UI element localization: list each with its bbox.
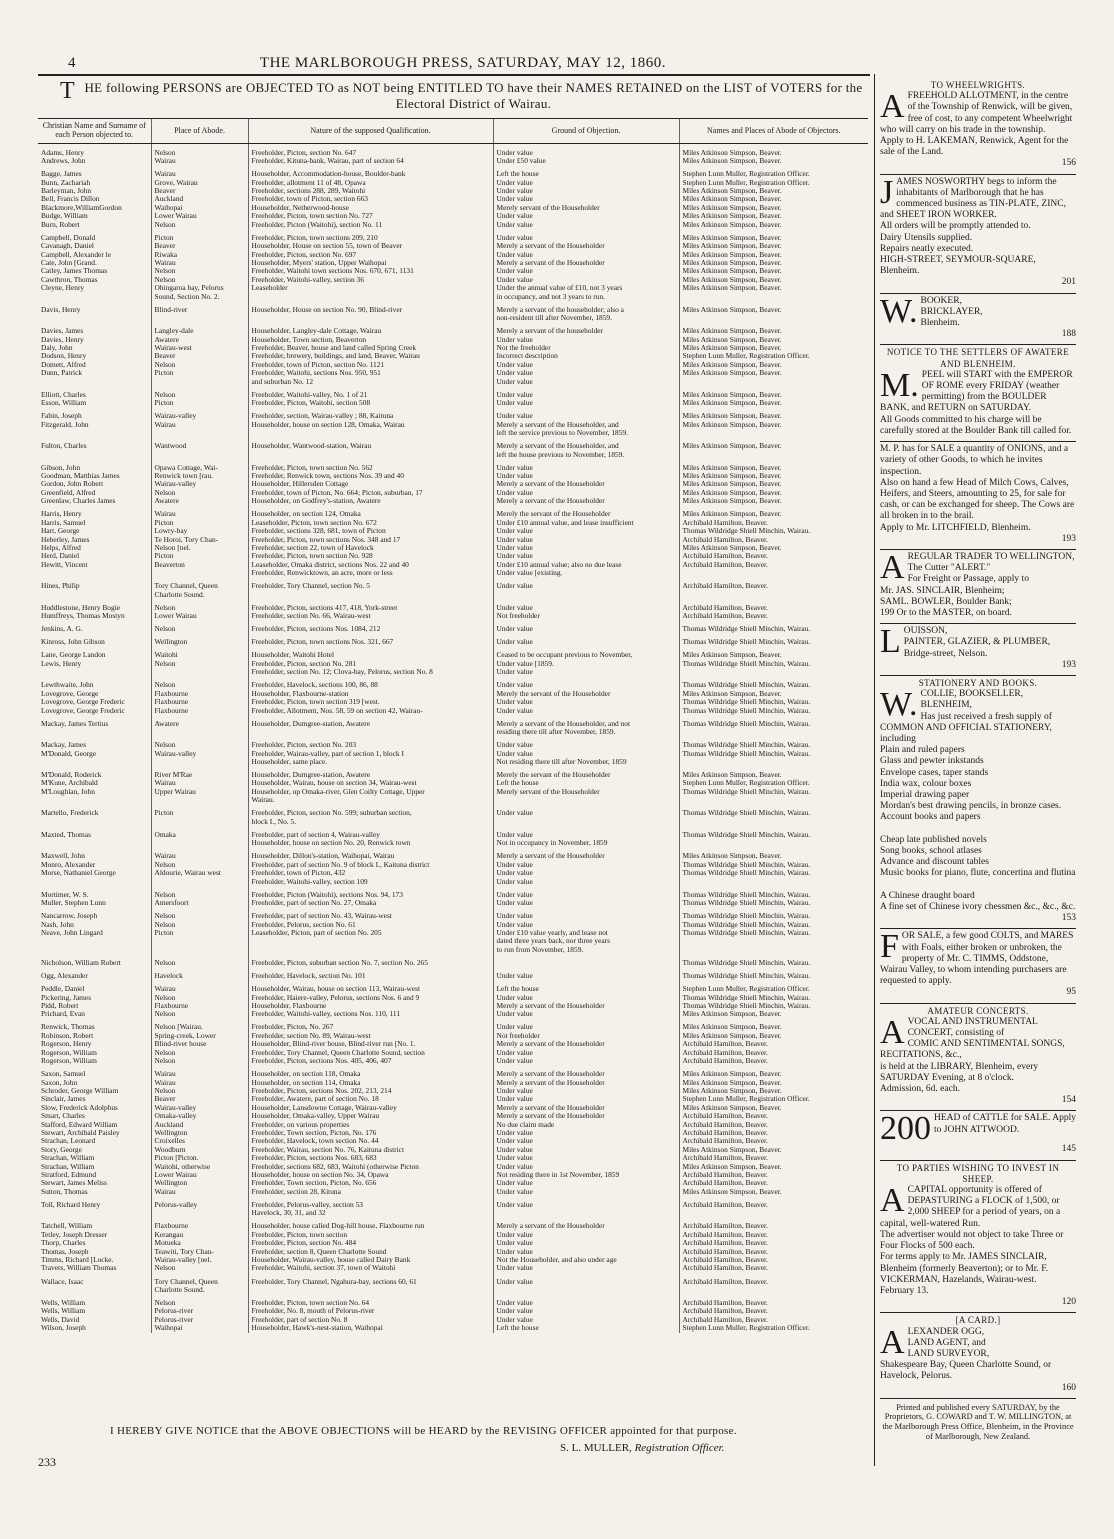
cell-abode: Wellington xyxy=(151,634,248,647)
advertisement xyxy=(880,294,1076,346)
cell-qualification: Householder, on section 124, Omaka Leaseholder, Picton, town section No. 672 Freeholder, sections 328, 681, town of Picton Freeholder, Picton, town sections Nos. 348 and 17 Freeholder, section 22, town of Havelock Freeholder, Picton, town section No. 928 Leaseholder, Omaka district, sections Nos. 22 and 40 Freeholder, Renwicktown, an acre, more or less xyxy=(248,506,493,578)
cell-names: Ogg, Alexander xyxy=(41,971,88,980)
cell-qualification: Freeholder, Picton (Waitohi), sections Nos. 94, 173 Freeholder, part of section No. 27, Omaka xyxy=(248,886,493,908)
table-row xyxy=(38,599,868,621)
cell-ground: Merely a servant of the householder Under value Not the freeholder Incorrect description Under value Under value Under value xyxy=(493,322,679,386)
ad-number: 153 xyxy=(1061,913,1076,924)
table-row xyxy=(38,437,868,459)
ad-initial: F xyxy=(880,928,899,966)
cell-objectors: Archibald Hamilton, Beaver. Archibald Hamilton, Beaver. Archibald Hamilton, Beaver. Stephen Lunn Muller, Registration Officer. xyxy=(679,1294,868,1332)
table-row xyxy=(38,506,868,578)
cell-abode: Picton Beaver Riwaka Wairau Nelson Nelson Ohingaroa bay, Pelorus Sound, Section No. 2. xyxy=(151,229,248,301)
cell-abode: Wairau Nelson Flaxbourne Nelson xyxy=(151,980,248,1018)
cell-qualification: Freeholder, section, Wairau-valley ; 88, Kaituna Householder, house on section 128, Omaka, Wairau xyxy=(248,408,493,438)
ad-initial: 200 xyxy=(880,1110,931,1148)
cell-ground: Merely a servant of the Householder, and left the house previous to November, 1859. xyxy=(493,437,679,459)
cell-objectors: Stephen Lunn Muller, Registration Officer. Stephen Lunn Muller, Registration Officer. Miles Atkinson Simpson, Beaver. Miles Atkinson Simpson, Beaver. Miles Atkinson Simpson, Beaver. Miles Atkinson Simpson, Beaver. Miles Atkinson Simpson, Beaver. xyxy=(679,166,868,230)
cell-names: Hines, Philip xyxy=(41,581,80,591)
cell-ground: Merely a servant of the Householder Under value Under value Under value xyxy=(493,848,679,886)
ad-initial: A xyxy=(880,88,905,126)
ad-body: BOOKER, BRICKLAYER, Blenheim. xyxy=(920,295,983,329)
cell-ground: Left the house Under value Under value Under value Merely servant of the Householder Under value Under value xyxy=(493,166,679,230)
ad-body: COLLIE, BOOKSELLER, BLENHEIM, Has just received a fresh supply of COMMON AND OFFICIAL STATIONERY, including Plain and ruled papers Glass and pewter inkstands Envelope cases, taper stands India wax, colour boxes Imperial drawing paper Mordan's best drawing pencils, in bronze cases. Account books and papers Cheap late published novels Song books, school atlases Advance and discount tables Music books for piano, flute, concertina and flutina A Chinese draught board A fine set of Chinese ivory chessmen &c., &c., &c. xyxy=(880,689,1076,913)
signature-name: S. L. MULLER, xyxy=(560,1442,632,1454)
cell-ground: Under value Under value Under value Left the house xyxy=(493,1294,679,1332)
table-row xyxy=(38,1273,868,1295)
cell-abode: Wairau Picton Lowry-bay Te Horoi, Tory Chan- Nelson [nel. Picton Beaverton xyxy=(151,506,248,578)
ad-initial: A xyxy=(880,548,905,586)
table-row xyxy=(38,1019,868,1066)
cell-objectors: Miles Atkinson Simpson, Beaver. Miles Atkinson Simpson, Beaver. Miles Atkinson Simpson, Beaver. Miles Atkinson Simpson, Beaver. Miles Atkinson Simpson, Beaver. xyxy=(679,459,868,506)
cell-objectors: Miles Atkinson Simpson, Beaver. Stephen Lunn Muller, Registration Officer. Thomas Wildridge Shiell Minchin, Wairau. xyxy=(679,766,868,804)
cell-names: Maxted, Thomas xyxy=(41,829,91,839)
cell-qualification: Freeholder, Picton, section No. 647 Freeholder, Kituna-bank, Wairau, part of section 64 xyxy=(248,144,493,166)
cell-names: Jenkins, A. G. xyxy=(41,624,83,634)
cell-names: Renwick, Thomas Robinson, Robert Rogerson, Henry Rogerson, William Rogerson, William xyxy=(41,1022,97,1066)
cell-names: Saxon, Samuel Saxon, John Schroder, George William Sinclair, James Slow, Frederick Adolphus Smart, Charles Stafford, Edward William Stewart, Archibald Paisley Strachan, Leonard Story, George Strachan, William Strachan, William Stratford, Edmund Stewart, James Meliss Sutton, Thomas xyxy=(41,1069,120,1196)
table-row xyxy=(38,805,868,827)
cell-ground: Merely the servant of the Householder Left the house Merely servant of the Householder xyxy=(493,766,679,804)
cell-names: Nicholson, William Robert xyxy=(41,957,121,967)
cell-abode: Pelorus-valley xyxy=(151,1196,248,1218)
cell-qualification: Freeholder, Picton, section No. 599; suburban section, block I., No. 5. xyxy=(248,805,493,827)
cell-objectors: Miles Atkinson Simpson, Beaver. Miles Atkinson Simpson, Beaver. Miles Atkinson Simpson, Beaver. Stephen Lunn Muller, Registration Officer. Miles Atkinson Simpson, Beaver. Miles Atkinson Simpson, Beaver. xyxy=(679,322,868,386)
ad-body: CAPITAL opportunity is offered of DEPASTURING a FLOCK of 1,500, or 2,000 SHEEP for a period of years, on a capital, well-watered Run. The advertiser would not object to take Three or Four Flocks of 500 each. For terms apply to Mr. JAMES SINCLAIR, Blenheim (formerly Beaverton); or to Mr. F. VICKERMAN, Hazelands, Wairau-west. February 13. xyxy=(880,1185,1064,1296)
table-row xyxy=(38,967,868,980)
ad-body: M. P. has for SALE a quantity of ONIONS, and a variety of other Goods, to which he invites inspection. Also on hand a few Head of Milch Cows, Calves, Heifers, and Steers, amounting to 25, for sale for cash, or can be exchanged for sheep. The Cows are all broken in to the brail. Apply to Mr. LITCHFIELD, Blenheim. xyxy=(880,444,1075,533)
cell-ground: Merely a servant of the Householder Under value Under value Under value Not the Householder, and also under age Under value xyxy=(493,1218,679,1273)
cell-qualification: Freeholder, Picton, No. 267 Freeholder, section No. 89, Wairau-west Householder, Blind-river house, Blind-river run [No. 1. Freeholder, Tory Channel, Queen Charlotte Sound, section Freeholder, Picton, sections Nos. 405, 406, 407 xyxy=(248,1019,493,1066)
cell-names: Martello, Frederick xyxy=(41,808,99,818)
masthead xyxy=(58,55,868,73)
cell-objectors: Thomas Wildridge Shiell Minchin, Wairau. Miles Atkinson Simpson, Beaver. Thomas Wildridge Shiell Minchin, Wairau. Thomas Wildridge Shiell Minchin, Wairau. xyxy=(679,677,868,715)
table-row xyxy=(38,1065,868,1196)
ad-number: 160 xyxy=(1061,1382,1076,1393)
cell-objectors: Miles Atkinson Simpson, Beaver. Miles Atkinson Simpson, Beaver. xyxy=(679,386,868,408)
ad-initial: A xyxy=(880,1323,905,1361)
advertisement xyxy=(880,1161,1076,1314)
ad-body: OR SALE, a few good COLTS, and MARES with Foals, either broken or unbroken, the property of Mr. C. TIMMS, Oddstone, Wairau Valley, to whom intending purchasers are requested to apply. xyxy=(880,931,1074,987)
cell-names: Maxwell, John Monro, Alexander Morse, Nathaniel George xyxy=(41,851,116,878)
ad-body: REGULAR TRADER TO WELLINGTON, The Cutter "ALERT." For Freight or Passage, apply to Mr. JAS. SINCLAIR, Blenheim; SAML. BOWLER, Boulder Bank; 199 Or to the MASTER, on board. xyxy=(880,551,1075,618)
cell-abode: River M'Rae Wairau Upper Wairau xyxy=(151,766,248,804)
table-row xyxy=(38,578,868,600)
cell-objectors: Thomas Wildridge Shiell Minchin, Wairau. xyxy=(679,805,868,827)
cell-abode: Wairau Wairau Nelson Beaver Wairau-valley Omaka-valley Auckland Wellington Croixelles Woodburn Picton [Picton. Waitohi, otherwise Lower Wairau Wellington Wairau xyxy=(151,1065,248,1196)
cell-objectors: Miles Atkinson Simpson, Beaver. Archibald Hamilton, Beaver. Thomas Wildridge Shiell Minchin, Wairau. Archibald Hamilton, Beaver. Miles Atkinson Simpson, Beaver. Archibald Hamilton, Beaver. Archibald Hamilton, Beaver. xyxy=(679,506,868,578)
cell-qualification: Freeholder, Picton, suburban section No. 7, section No. 265 xyxy=(248,954,493,967)
cell-objectors: Miles Atkinson Simpson, Beaver. Miles Atkinson Simpson, Beaver. xyxy=(679,408,868,438)
cell-names: Lane, George Landon Lewis, Henry xyxy=(41,650,106,668)
cell-objectors: Stephen Lunn Muller, Registration Officer. Thomas Wildridge Shiell Minchin, Wairau. Thomas Wildridge Shiell Minchin, Wairau. Miles Atkinson Simpson, Beaver. xyxy=(679,980,868,1018)
cell-ground: Under value xyxy=(493,1196,679,1218)
cell-qualification: Freeholder, Picton, town section No. 64 Freeholder, No. 8, mouth of Pelorus-river Freeholder, part of section No. 8 Householder, Hawk's-nest-station, Waihopai xyxy=(248,1294,493,1332)
cell-objectors: Thomas Wildridge Shiell Minchin, Wairau. Thomas Wildridge Shiell Minchin, Wairau. xyxy=(679,736,868,766)
cell-abode: Wairau Nelson Aldourie, Wairau west xyxy=(151,848,248,886)
cell-qualification: Householder, Dumgree-station, Awatere Householder, Wairau, house on section 34, Wairau-west Householder, up Omaka-river, Glen Coilty Cottage, Upper Wairau. xyxy=(248,766,493,804)
cell-names: Elliott, Charles Esson, William xyxy=(41,389,87,408)
cell-objectors: Thomas Wildridge Shiell Minchin, Wairau. xyxy=(679,634,868,647)
cell-qualification: Householder, Wairau, house on section 113, Wairau-west Freeholder, Haiere-valley, Pelorus, sections Nos. 6 and 9 Householder, Flaxbourne Freeholder, Waitohi-valley, sections Nos. 110, 111 xyxy=(248,980,493,1018)
cell-ground: Merely the servant of the Householder Under £10 annual value, and lease insufficient Under value Under value Under value Under value Under £10 annual value; also no due lease Under value [existing. xyxy=(493,506,679,578)
cell-names: Mackay, James Tertius xyxy=(41,718,109,728)
column-header-abode: Place of Abode. xyxy=(151,119,248,144)
advertisement xyxy=(880,345,1076,442)
cell-names: Peddle, Daniel Pickering, James Pidd, Robert Prichard, Evan xyxy=(41,984,92,1019)
ad-initial: A xyxy=(880,1013,905,1051)
signature xyxy=(560,1442,724,1454)
cell-abode: Picton xyxy=(151,805,248,827)
cell-abode: Blind-river xyxy=(151,301,248,323)
cell-abode: Nelson Flaxbourne Flaxbourne Flaxbourne xyxy=(151,677,248,715)
advertisement xyxy=(880,550,1076,624)
table-row xyxy=(38,229,868,301)
cell-qualification: Freeholder, Picton, town sections Nos. 321, 667 xyxy=(248,634,493,647)
cell-qualification: Freeholder, Havelock, sections 100, 86, 88 Householder, Flaxbourne-station Freeholder, Picton, town section 319 [west. Freeholder, Allotment, Nos. 58, 59 on section 42, Wairau- xyxy=(248,677,493,715)
table-row xyxy=(38,301,868,323)
table-row xyxy=(38,886,868,908)
cell-names: Fabin, Joseph Fitzgerald, John xyxy=(41,411,89,429)
cell-objectors: Archibald Hamilton, Beaver. xyxy=(679,1273,868,1295)
cell-qualification: Householder, House on section No. 90, Blind-river xyxy=(248,301,493,323)
cell-names: Gibson, John Goodman, Matthias James Gordon, John Robert Greenfield, Alfred Greenlaw, Charles James xyxy=(41,462,120,506)
voters-objection-table xyxy=(38,118,868,1333)
ad-heading: [A CARD.] xyxy=(955,1315,1001,1326)
cell-qualification: Freeholder, Picton, sections Nos. 1084, 212 xyxy=(248,621,493,634)
cell-ground: Under value Under value xyxy=(493,386,679,408)
cell-qualification: Freeholder, part of section 4, Wairau-valley Householder, house on section No. 20, Renwick town xyxy=(248,826,493,848)
cell-qualification: Householder, Waitohi Hotel Freeholder, Picton, section No. 281 Freeholder, section No. 12; Clova-bay, Pelorus, section No. 8 xyxy=(248,647,493,677)
cell-ground: Under value xyxy=(493,621,679,634)
table-row xyxy=(38,715,868,737)
cell-abode: Tory Channel, Queen Charlotte Sound. xyxy=(151,578,248,600)
cell-ground: Under value Merely a servant of the Householder Under value Merely a servant of the Householder Under value Under value Under the annual value of £10, not 3 years in occupancy, and not 3 years to run. xyxy=(493,229,679,301)
cell-qualification: Freeholder, Waitohi-valley, No. 1 of 21 Freeholder, Picton, Waitohi, section 508 xyxy=(248,386,493,408)
masthead-title: THE MARLBOROUGH PRESS, SATURDAY, MAY 12, 1860. xyxy=(259,55,667,71)
hearing-notice: I HEREBY GIVE NOTICE that the ABOVE OBJECTIONS will be HEARD by the REVISING OFFICER appointed for that purpose. xyxy=(110,1425,737,1437)
cell-ground: Merely a servant of the Householder Merely a servant of the Householder Under value Under value Merely a servant of the Householder Merely a servant of the Householder No due claim made Under value Under value Under value Under value Under value Not residing there in 1st November, 1859 Under value Under value xyxy=(493,1065,679,1196)
cell-names: Davies, James Davies, Henry Daly, John Dodson, Henry Domett, Alfred Dunn, Patrick xyxy=(41,326,87,378)
cell-qualification: Freeholder, Picton, town section No. 562 Freeholder, Renwick town, sections Nos. 39 and 40 Householder, Hillersden Cottage Freeholder, town of Picton, No. 664; Picton, suburban, 17 Householder, on Godfrey's-station, Awatere xyxy=(248,459,493,506)
advertisement xyxy=(880,929,1076,1003)
cell-abode: Nelson Lower Wairau xyxy=(151,599,248,621)
cell-abode: Nelson Picton xyxy=(151,386,248,408)
cell-names: Nancarrow, Joseph Nash, John Neave, John Lingard xyxy=(41,911,103,937)
cell-names: Davis, Henry xyxy=(41,304,81,314)
headline-drop-cap: T xyxy=(60,78,75,104)
cell-objectors: Archibald Hamilton, Beaver. xyxy=(679,578,868,600)
folio-number: 233 xyxy=(38,1455,56,1469)
cell-objectors: Thomas Wildridge Shiell Minchin, Wairau. xyxy=(679,954,868,967)
cell-qualification: Householder, Dillon's-station, Waihopai, Wairau Freeholder, part of section No. 9 of block I., Kaituna district Freeholder, town of Picton, 432 Freeholder, Waitohi-valley, section 109 xyxy=(248,848,493,886)
cell-abode: Nelson Nelson Picton xyxy=(151,908,248,955)
advertisement xyxy=(880,624,1076,676)
table-row xyxy=(38,980,868,1018)
cell-names: Tatchell, William Tetley, Joseph Dresser Thorp, Charles Thomas, Joseph Timms, Richard [Locke. Travers, William Thomas xyxy=(41,1221,117,1273)
column-header-objectors: Names and Places of Abode of Objectors. xyxy=(679,119,868,144)
cell-qualification: Householder, on section 118, Omaka Householder, on section 114, Omaka Freeholder, Picton, sections Nos. 202, 213, 214 Freeholder, Awatere, part of section No. 18 Householder, Lansdowne Cottage, Wairau-valley Householder, Omaka-valley, Upper Wairau Freeholder, on various properties Freeholder, Town section, Picton, No. 176 Freeholder, Havelock, town section No. 44 Freeholder, Wairau, section No. 76, Kaituna district Freeholder, Picton, sections Nos. 683, 683 Freeholder, sections 682, 683, Waitohi (otherwise Picton Householder, house on section No. 34, Opawa Freeholder, Town section, Picton, No. 656 Freeholder, section 28, Kituna xyxy=(248,1065,493,1196)
cell-ground: Under value Merely the servant of the Householder Under value Under value xyxy=(493,677,679,715)
cell-qualification: Freeholder, Picton, town sections 209, 210 Householder, House on section 55, town of Beaver Freeholder, Picton, section No. 697 Householder, Myers' station, Upper Waihopai Freeholder, Waitohi town sections Nos. 670, 671, 1131 Freeholder, Waitohi-valley, section 36 Leaseholder xyxy=(248,229,493,301)
cell-abode: Opawa Cottage, Wai- Renwick town [rau. Wairau-valley Nelson Awatere xyxy=(151,459,248,506)
advertisement-column xyxy=(880,78,1076,1441)
cell-abode: Flaxbourne Kerangau Motueka Teawiti, Tory Chan- Wairau-valley [nel. Nelson xyxy=(151,1218,248,1273)
cell-abode: Wantwood xyxy=(151,437,248,459)
cell-ground: Under value xyxy=(493,967,679,980)
cell-names: Campbell, Donald Cavanagh, Daniel Campbell, Alexander le Cate, John [Grand. Catley, James Thomas Cawthron, Thomas Cleyne, Henry xyxy=(41,232,111,293)
cell-names: M'Donald, Roderick M'Kune, Archibald M'Loughlan, John xyxy=(41,770,102,796)
cell-qualification: Householder, Accommodation-house, Boulder-bank Freeholder, allotment 11 of 48, Opawa Freeholder, sections 288, 289, Waitohi Freeholder, town of Picton, section 663 Householder, Netherwood-house Freeholder, Picton, town section No. 727 Freeholder, Picton (Waitohi), section No. 11 xyxy=(248,166,493,230)
ad-number: 193 xyxy=(1061,659,1076,670)
advertisement xyxy=(880,1111,1076,1160)
cell-qualification: Freeholder, Pelorus-valley, section 53 Havelock, 30, 31, and 32 xyxy=(248,1196,493,1218)
cell-objectors: Miles Atkinson Simpson, Beaver. Thomas Wildridge Shiell Minchin, Wairau. Thomas Wildridge Shiell Minchin, Wairau. xyxy=(679,848,868,886)
cell-objectors: Thomas Wildridge Shiell Minchin, Wairau. xyxy=(679,967,868,980)
ad-body: FREEHOLD ALLOTMENT, in the centre of the Township of Renwick, will be given, free of cost, to any competent Wheelwright who will carry on his trade in the township. Apply to H. LAKEMAN, Renwick, Agent for the sale of the Land. xyxy=(880,91,1073,158)
cell-objectors: Thomas Wildridge Shiell Minchin, Wairau. xyxy=(679,826,868,848)
cell-objectors: Thomas Wildridge Shiell Minchin, Wairau. Thomas Wildridge Shiell Minchin, Wairau. Thomas Wildridge Shiell Minchin, Wairau. xyxy=(679,908,868,955)
ad-number: 154 xyxy=(1061,1095,1076,1106)
column-header-names: Christian Name and Surname of each Person objected to. xyxy=(38,119,151,144)
cell-ground: Under value xyxy=(493,805,679,827)
cell-names: Bagge, James Bunn, Zachariah Barleyman, John Bell, Francis Dillon Blackmore,WilliamGordon Budge, William Burn, Robert xyxy=(41,169,122,229)
table-row xyxy=(38,322,868,386)
cell-qualification: Freeholder, Picton, section No. 203 Freeholder, Wairau-valley, part of section 1, block I Householder, same place. xyxy=(248,736,493,766)
cell-abode: Awatere xyxy=(151,715,248,737)
advertisement xyxy=(880,1004,1076,1112)
table-row xyxy=(38,1218,868,1273)
cell-names: Lewthwaite, John Lovegrove, George Lovegrove, George Frederic Lovegrove, George Frederic xyxy=(41,680,125,715)
cell-ground: Merely a servant of the householder; also a non-resident till after November, 1859. xyxy=(493,301,679,323)
cell-qualification: Freeholder, Picton, sections 417, 418, York-street Freeholder, section No. 66, Wairau-west xyxy=(248,599,493,621)
table-row xyxy=(38,1196,868,1218)
cell-ground: Under value Under value xyxy=(493,886,679,908)
cell-objectors: Miles Atkinson Simpson, Beaver. Miles Atkinson Simpson, Beaver. Archibald Hamilton, Beaver. Archibald Hamilton, Beaver. Archibald Hamilton, Beaver. xyxy=(679,1019,868,1066)
cell-names: Fulton, Charles xyxy=(41,441,87,451)
cell-ground: Under value Not freeholder xyxy=(493,599,679,621)
cell-abode: Wairau Grove, Wairau Beaver Auckland Waihopai Lower Wairau Nelson xyxy=(151,166,248,230)
cell-ground: Under value Under value Not residing there till after November, 1859 xyxy=(493,736,679,766)
cell-abode: Tory Channel, Queen Charlotte Sound. xyxy=(151,1273,248,1295)
cell-abode: Wairau-valley Wairau xyxy=(151,408,248,438)
cell-abode: Nelson Wairau xyxy=(151,144,248,166)
cell-abode: Nelson xyxy=(151,621,248,634)
ad-number: 156 xyxy=(1061,158,1076,169)
cell-objectors: Archibald Hamilton, Beaver. Archibald Hamilton, Beaver. xyxy=(679,599,868,621)
ad-body: AMES NOSWORTHY begs to inform the inhabitants of Marlborough that he has commenced business as TIN-PLATE, ZINC, and SHEET IRON WORKER. All orders will be promptly attended to. Dairy Utensils supplied. Repairs neatly executed. HIGH-STREET, SEYMOUR-SQUARE, Blenheim. xyxy=(880,176,1066,277)
table-row xyxy=(38,647,868,677)
table-row xyxy=(38,386,868,408)
cell-abode: Nelson Amersfoort xyxy=(151,886,248,908)
cell-objectors: Archibald Hamilton, Beaver. xyxy=(679,1196,868,1218)
table-row xyxy=(38,408,868,438)
cell-ground: Left the house Under value Merely a servant of the Householder Under value xyxy=(493,980,679,1018)
table-body xyxy=(38,144,868,1333)
cell-qualification: Householder, Dumgree-station, Awatere xyxy=(248,715,493,737)
cell-objectors: Miles Atkinson Simpson, Beaver. Thomas Wildridge Shiell Minchin, Wairau. xyxy=(679,647,868,677)
cell-ground: Under value Not freeholder Merely a servant of the Householder Under value Under value xyxy=(493,1019,679,1066)
cell-ground: Under value xyxy=(493,634,679,647)
table-row xyxy=(38,766,868,804)
table-row xyxy=(38,826,868,848)
table-row xyxy=(38,459,868,506)
table-row xyxy=(38,621,868,634)
advertisement xyxy=(880,1313,1076,1398)
cell-ground xyxy=(493,954,679,967)
cell-ground: Under value Under £50 value xyxy=(493,144,679,166)
cell-ground: Under value Under value Merely a servant of the Householder Under value Merely a servant of the Householder xyxy=(493,459,679,506)
table-header-row xyxy=(38,119,868,144)
ad-initial: A xyxy=(880,1182,905,1220)
ad-body: OUISSON, PAINTER, GLAZIER, & PLUMBER, Bridge-street, Nelson. xyxy=(903,626,1051,659)
cell-ground: Ceased to be occupant previous to November, Under value [1859. Under value xyxy=(493,647,679,677)
cell-abode: Nelson [Wairau. Spring-creek, Lower Blind-river house Nelson Nelson xyxy=(151,1019,248,1066)
cell-ground: Under value Merely a servant of the Householder, and left the service previous to November, 1859. xyxy=(493,408,679,438)
cell-abode: Waitohi Nelson xyxy=(151,647,248,677)
cell-names: Wells, William Wells, William Wells, David Wilson, Joseph xyxy=(41,1298,86,1333)
table-row xyxy=(38,634,868,647)
cell-abode: Nelson xyxy=(151,954,248,967)
column-header-qualification: Nature of the supposed Qualification. xyxy=(248,119,493,144)
cell-abode: Nelson Wairau-valley xyxy=(151,736,248,766)
table-row xyxy=(38,954,868,967)
column-header-ground: Ground of Objection. xyxy=(493,119,679,144)
ad-heading: TO PARTIES WISHING TO INVEST IN SHEEP. xyxy=(896,1162,1060,1184)
table-row xyxy=(38,144,868,166)
masthead-rule xyxy=(38,74,870,76)
ad-number: 120 xyxy=(1061,1297,1076,1308)
cell-names: Wallace, Isaac xyxy=(41,1276,84,1286)
cell-qualification: Householder, house called Dog-hill house, Flaxbourne run Freeholder, Picton, town section Freeholder, Picton, section No. 484 Freeholder, section 8, Queen Charlotte Sound Householder, Wairau-valley, house called Dairy Bank Freeholder, Waitohi, section 37, town of Waitohi xyxy=(248,1218,493,1273)
cell-qualification: Freeholder, Tory Channel, Ngahura-bay, sections 60, 61 xyxy=(248,1273,493,1295)
table-row xyxy=(38,908,868,955)
ad-initial: L xyxy=(880,623,901,661)
table-row xyxy=(38,736,868,766)
cell-names: Mackay, James M'Donald, George xyxy=(41,740,96,758)
ad-body: HEAD of CATTLE for SALE. Apply to JOHN ATTWOOD. xyxy=(934,1113,1076,1135)
cell-names: Kinross, John Gibson xyxy=(41,637,105,647)
cell-names: Toll, Richard Henry xyxy=(41,1199,101,1209)
table-row xyxy=(38,677,868,715)
advertisement xyxy=(880,78,1076,175)
ad-initial: M. xyxy=(880,366,919,404)
ad-body: LEXANDER OGG, LAND AGENT, and LAND SURVEYOR, Shakespeare Bay, Queen Charlotte Sound, or Havelock, Pelorus. xyxy=(880,1326,1052,1382)
cell-objectors: Miles Atkinson Simpson, Beaver. xyxy=(679,437,868,459)
cell-ground: Under value Not in occupancy in November, 1859 xyxy=(493,826,679,848)
ad-heading: NOTICE TO THE SETTLERS OF AWATERE AND BLENHEIM. xyxy=(886,347,1070,369)
ad-body: PEEL will START with the EMPEROR OF ROME every FRIDAY (weather permitting) from the BOULDER BANK, and RETURN on SATURDAY. All Goods committed to his charge will be carefully stored at the Boulder Bank till called for. xyxy=(880,369,1073,436)
headline-text: HE following PERSONS are OBJECTED TO as NOT being ENTITLED TO have their NAMES RETAINED on the LIST of VOTERS for the Electoral District of Wairau. xyxy=(84,80,863,111)
cell-qualification: Freeholder, Havelock, section No. 101 xyxy=(248,967,493,980)
cell-qualification: Freeholder, Tory Channel, section No. 5 xyxy=(248,578,493,600)
printer-imprint: Printed and published every SATURDAY, by the Proprietors, G. COWARD and T. W. MILLINGTON, at the Marlborough Press Office, Blenheim, in the Province of Marlborough, New Zealand. xyxy=(882,1402,1074,1441)
cell-objectors: Miles Atkinson Simpson, Beaver. Miles Atkinson Simpson, Beaver. xyxy=(679,144,868,166)
ad-heading: TO WHEELWRIGHTS. xyxy=(930,80,1026,90)
cell-objectors: Thomas Wildridge Shiell Minchin, Wairau. xyxy=(679,715,868,737)
ad-heading: STATIONERY AND BOOKS. xyxy=(918,677,1038,688)
cell-objectors: Miles Atkinson Simpson, Beaver. Miles Atkinson Simpson, Beaver. Miles Atkinson Simpson, Beaver. Stephen Lunn Muller, Registration Officer. Miles Atkinson Simpson, Beaver. Archibald Hamilton, Beaver. Archibald Hamilton, Beaver. Archibald Hamilton, Beaver. Archibald Hamilton, Beaver. Miles Atkinson Simpson, Beaver. Archibald Hamilton, Beaver. Miles Atkinson Simpson, Beaver. Archibald Hamilton, Beaver. Archibald Hamilton, Beaver. Miles Atkinson Simpson, Beaver. xyxy=(679,1065,868,1196)
ad-number: 95 xyxy=(1066,987,1076,998)
table-row xyxy=(38,848,868,886)
cell-objectors: Miles Atkinson Simpson, Beaver. xyxy=(679,301,868,323)
cell-qualification: Householder, Langley-dale Cottage, Wairau Householder, Town section, Beaverton Freeholder, Beaver, house and land called Spring Creek Freeholder, brewery, buildings, and land, Beaver, Wairau Freeholder, town of Picton, section No. 1121 Freeholder, Waitohi, sections Nos. 950, 951 and suburban No. 12 xyxy=(248,322,493,386)
ad-initial: J xyxy=(880,173,894,211)
cell-abode: Nelson Pelorus-river Pelorus-river Waihopai xyxy=(151,1294,248,1332)
advertisement xyxy=(880,175,1076,294)
ad-body: VOCAL AND INSTRUMENTAL CONCERT, consisting of COMIC AND SENTIMENTAL SONGS, RECITATIONS, &c., is held at the LIBRARY, Blenheim, every SATURDAY Evening, at 8 o'clock. Admission, 6d. each. xyxy=(880,1016,1065,1095)
advertisement xyxy=(880,442,1076,550)
column-rule xyxy=(874,74,875,1466)
ad-initial: W. xyxy=(880,686,918,724)
cell-ground: Under value Under value Under £10 value yearly, and lease not dated three years back, nor three years to run from November, 1859. xyxy=(493,908,679,955)
cell-abode: Langley-dale Awatere Wairau-west Beaver Nelson Picton xyxy=(151,322,248,386)
table-row xyxy=(38,166,868,230)
cell-ground: Merely a servant of the Householder, and not residing there till after November, 1859. xyxy=(493,715,679,737)
cell-abode: Omaka xyxy=(151,826,248,848)
cell-objectors: Thomas Wildridge Shiell Minchin, Wairau. Thomas Wildridge Shiell Minchin, Wairau. xyxy=(679,886,868,908)
cell-objectors: Miles Atkinson Simpson, Beaver. Miles Atkinson Simpson, Beaver. Miles Atkinson Simpson, Beaver. Miles Atkinson Simpson, Beaver. Miles Atkinson Simpson, Beaver. Miles Atkinson Simpson, Beaver. Miles Atkinson Simpson, Beaver. xyxy=(679,229,868,301)
cell-ground: Under value xyxy=(493,1273,679,1295)
cell-abode: Havelock xyxy=(151,967,248,980)
advertisement xyxy=(880,676,1076,929)
ad-number: 201 xyxy=(1061,277,1076,288)
ad-number: 145 xyxy=(1061,1144,1076,1155)
cell-ground: Under value xyxy=(493,578,679,600)
ad-heading: AMATEUR CONCERTS. xyxy=(927,1005,1029,1016)
cell-names: Mortimer, W. S. Muller, Stephen Lunn xyxy=(41,889,106,908)
headline xyxy=(60,80,870,112)
signature-title: Registration Officer. xyxy=(634,1442,725,1454)
cell-qualification: Householder, Wantwood-station, Wairau xyxy=(248,437,493,459)
cell-names: Huddlestone, Henry Bogie Humffreys, Thomas Mostyn xyxy=(41,602,125,621)
cell-names: Harris, Henry Harris, Samuel Hart, George Heberley, James Helps, Alfred Herd, Daniel Hewitt, Vincent xyxy=(41,509,90,569)
ad-number: 193 xyxy=(1061,533,1076,544)
cell-names: Adams, Henry Andrews, John xyxy=(41,147,86,166)
page-number: 4 xyxy=(68,55,76,71)
cell-qualification: Freeholder, part of section No. 43, Wairau-west Freeholder, Pelorus, section No. 61 Leaseholder, Picton, part of section No. 205 xyxy=(248,908,493,955)
table-row xyxy=(38,1294,868,1332)
ad-initial: W. xyxy=(880,292,918,330)
ad-number: 188 xyxy=(1061,329,1076,340)
cell-objectors: Archibald Hamilton, Beaver. Archibald Hamilton, Beaver. Archibald Hamilton, Beaver. Archibald Hamilton, Beaver. Archibald Hamilton, Beaver. Archibald Hamilton, Beaver. xyxy=(679,1218,868,1273)
cell-objectors: Thomas Wildridge Shiell Minchin, Wairau. xyxy=(679,621,868,634)
